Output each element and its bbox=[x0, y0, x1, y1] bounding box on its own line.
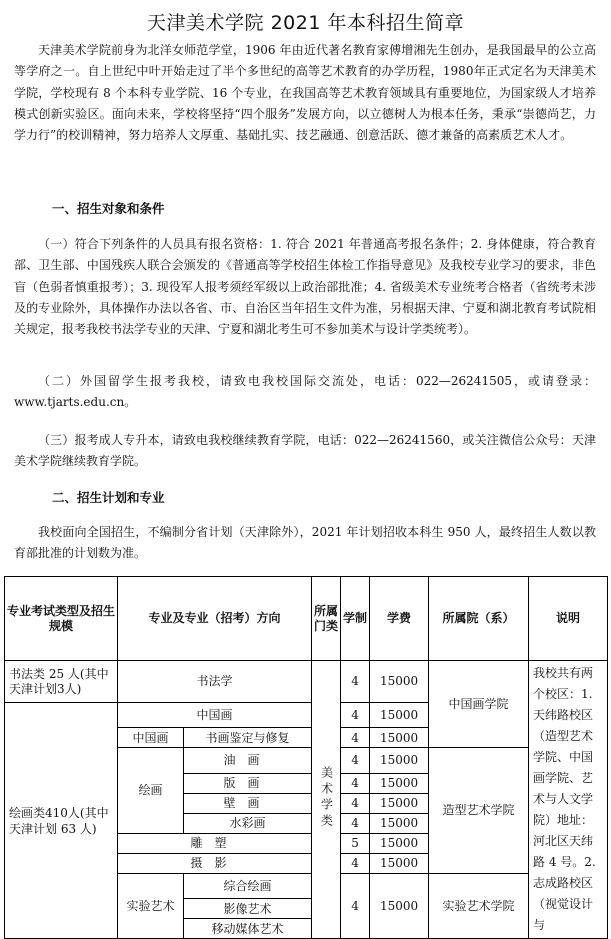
note-cell: 我校共有两个校区：1.天纬路校区（造型艺术学院、中国画学院、艺术与人文学院）地址：河北区天纬路 4 号。2.志成路校区（视觉设计与 bbox=[529, 661, 608, 939]
college-cell: 中国画学院 bbox=[429, 661, 529, 748]
major-cell: 移动媒体艺术 bbox=[184, 919, 312, 939]
section2-paragraph-1: 我校面向全国招生，不编制分省计划（天津除外），2021 年计划招收本科生 950 人，最终招生人数以教育部批准的计划数为准。 bbox=[14, 525, 596, 561]
major-cell: 综合绘画 bbox=[184, 873, 312, 898]
subgroup-label: 实验艺术 bbox=[118, 873, 184, 938]
major-cell: 壁画 bbox=[184, 793, 312, 813]
page-title: 天津美术学院 2021 年本科招生简章 bbox=[147, 12, 464, 34]
fee-cell: 15000 bbox=[370, 661, 429, 703]
fee-cell: 15000 bbox=[370, 873, 429, 938]
header-fee: 学费 bbox=[370, 577, 429, 661]
section1-heading: 一、招生对象和条件 bbox=[52, 201, 165, 216]
section1-paragraph-1: （一）符合下列条件的人员具有报名资格：1. 符合 2021 年普通高考报名条件；2. 身体健康，符合教育部、卫生部、中国残疾人联合会颁发的《普通高等学校招生体检工作指导意见》及我校专业学习的要求，非色盲（色弱者慎重报考）；3. 现役军人报考须经军级以上政治部批准；4. 省级美术专业统考合格者（省统考未涉及的专业除外，具体操作办法以各省、市、自治区当年招生文件为准，另根据天津、宁夏和湖北教育考试院相关规定，报考我校书法学专业的天津、宁夏和湖北考生可不参加美术与设计学类统考）。 bbox=[14, 237, 596, 337]
subgroup-label: 中国画 bbox=[118, 728, 184, 748]
years-cell: 4 bbox=[341, 728, 370, 748]
major-cell: 中国画 bbox=[118, 703, 312, 728]
fee-cell: 15000 bbox=[370, 748, 429, 773]
major-cell: 书法学 bbox=[118, 661, 312, 703]
years-cell: 4 bbox=[341, 748, 370, 773]
major-cell: 版画 bbox=[184, 773, 312, 793]
years-cell: 5 bbox=[341, 833, 370, 853]
major-cell: 雕塑 bbox=[118, 833, 312, 853]
table-row bbox=[5, 661, 608, 703]
major-cell: 书画鉴定与修复 bbox=[184, 728, 312, 748]
years-cell: 4 bbox=[341, 793, 370, 813]
major-cell: 油画 bbox=[184, 748, 312, 773]
fee-cell: 15000 bbox=[370, 703, 429, 728]
header-category: 所属门类 bbox=[312, 577, 341, 661]
section2-heading: 二、招生计划和专业 bbox=[52, 490, 165, 505]
years-cell: 4 bbox=[341, 813, 370, 833]
major-cell: 摄影 bbox=[118, 853, 312, 873]
table-header-row bbox=[5, 577, 608, 661]
category-text: 美术学类 bbox=[319, 765, 334, 830]
fee-cell: 15000 bbox=[370, 793, 429, 813]
header-note: 说明 bbox=[529, 577, 608, 661]
painting-group: 绘画类410人(其中天津计划 63 人) bbox=[5, 703, 118, 939]
header-years: 学制 bbox=[341, 577, 370, 661]
fee-cell: 15000 bbox=[370, 773, 429, 793]
fee-cell: 15000 bbox=[370, 813, 429, 833]
header-major: 专业及专业（招考）方向 bbox=[118, 577, 312, 661]
college-cell: 实验艺术学院 bbox=[429, 873, 529, 938]
category-cell bbox=[312, 661, 341, 939]
section1-paragraph-3: （三）报考成人专升本，请致电我校继续教育学院，电话：022—26241560，或关注微信公众号：天津美术学院继续教育学院。 bbox=[14, 433, 596, 469]
years-cell: 4 bbox=[341, 703, 370, 728]
enrollment-plan-table bbox=[4, 576, 608, 939]
section1-paragraph-2: （二）外国留学生报考我校，请致电我校国际交流处，电话：022—26241505，或请登录：www.tjarts.edu.cn。 bbox=[14, 374, 596, 410]
major-cell: 影像艺术 bbox=[184, 899, 312, 919]
intro-paragraph: 天津美术学院前身为北洋女师范学堂，1906 年由近代著名教育家傅增湘先生创办，是我国最早的公立高等学府之一。自上世纪中叶开始走过了半个多世纪的高等艺术教育的办学历程，1980年正式定名为天津美术学院，学校现有 8 个本科专业学院、16 个专业，在我国高等艺术教育领域具有重要地位，为国家级人才培养模式创新实验区。面向未来，学校将坚持“四个服务”发展方向，以立德树人为根本任务，秉承“崇德尚艺，力学力行”的校训精神，努力培养人文厚重、基础扎实、技艺融通、创意活跃、德才兼备的高素质艺术人才。 bbox=[14, 43, 596, 143]
calligraphy-group: 书法类 25 人(其中天津计划3人) bbox=[5, 661, 118, 703]
header-exam-type: 专业考试类型及招生规模 bbox=[5, 577, 118, 661]
years-cell: 4 bbox=[341, 873, 370, 938]
years-cell: 4 bbox=[341, 773, 370, 793]
subgroup-label: 绘画 bbox=[118, 748, 184, 833]
header-college: 所属院（系） bbox=[429, 577, 529, 661]
years-cell: 4 bbox=[341, 661, 370, 703]
college-cell: 造型艺术学院 bbox=[429, 748, 529, 873]
fee-cell: 15000 bbox=[370, 728, 429, 748]
fee-cell: 15000 bbox=[370, 853, 429, 873]
major-cell: 水彩画 bbox=[184, 813, 312, 833]
fee-cell: 15000 bbox=[370, 833, 429, 853]
years-cell: 4 bbox=[341, 853, 370, 873]
